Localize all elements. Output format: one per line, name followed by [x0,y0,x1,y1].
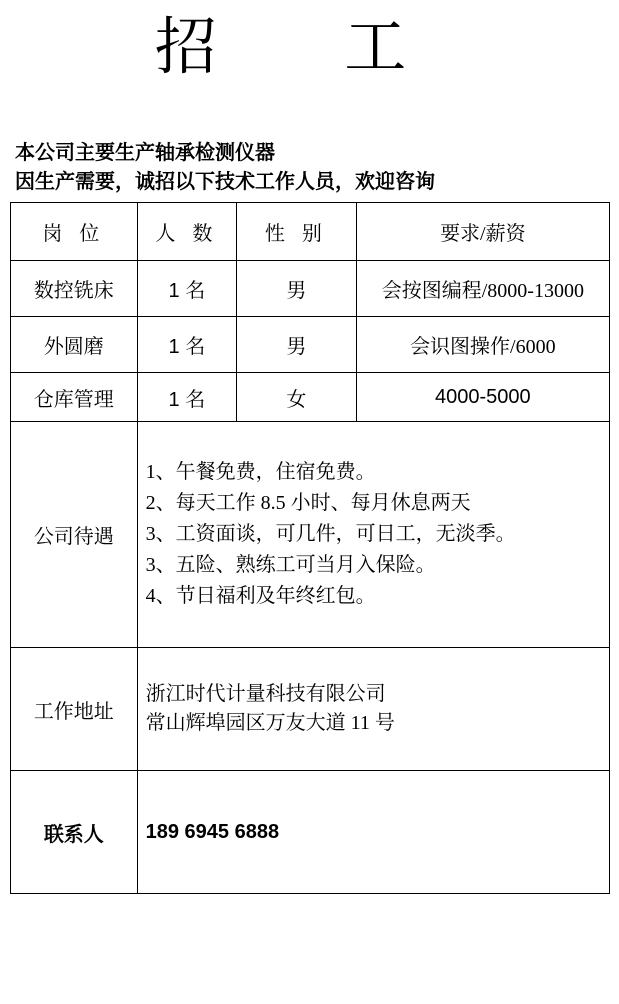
table-row [11,261,610,317]
contact-row [11,771,610,894]
page-title: 招 工 [154,14,463,82]
row-position: 仓库管理 [11,373,138,422]
row-count: 1 名 [137,261,236,317]
header-gender: 性 别 [237,203,357,261]
row-gender: 女 [237,373,357,422]
table-row [11,317,610,373]
benefits-list [137,422,609,648]
benefits-label: 公司待遇 [11,422,138,648]
header-requirement: 要求/薪资 [356,203,609,261]
address-label: 工作地址 [11,648,138,771]
row-count: 1 名 [137,373,236,422]
row-count: 1 名 [137,317,236,373]
address-street: 常山辉埠园区万友大道 11 号 [145,712,395,734]
intro-line-company: 本公司主要生产轴承检测仪器 [15,142,275,164]
address-value [137,648,609,771]
job-table [10,202,610,894]
benefit-item: 3、工资面谈，可几件，可日工，无淡季。 [145,523,516,545]
benefit-item: 3、五险、熟练工可当月入保险。 [145,554,436,576]
row-requirement: 会按图编程/8000-13000 [356,261,609,317]
benefit-item: 4、节日福利及年终红包。 [145,585,376,607]
benefit-item: 1、午餐免费，住宿免费。 [145,461,376,483]
row-gender: 男 [237,261,357,317]
contact-label: 联系人 [11,771,138,894]
row-position: 外圆磨 [11,317,138,373]
benefits-row [11,422,610,648]
header-count: 人 数 [137,203,236,261]
intro-line-recruiting: 因生产需要，诚招以下技术工作人员，欢迎咨询 [15,171,435,193]
table-row [11,373,610,422]
contact-phone: 189 6945 6888 [137,771,609,894]
header-position: 岗 位 [11,203,138,261]
benefit-item: 2、每天工作 8.5 小时、每月休息两天 [145,492,471,514]
address-company: 浙江时代计量科技有限公司 [145,683,386,705]
row-gender: 男 [237,317,357,373]
table-header-row [11,203,610,261]
address-row [11,648,610,771]
row-position: 数控铣床 [11,261,138,317]
row-requirement: 会识图操作/6000 [356,317,609,373]
row-requirement: 4000-5000 [356,373,609,422]
